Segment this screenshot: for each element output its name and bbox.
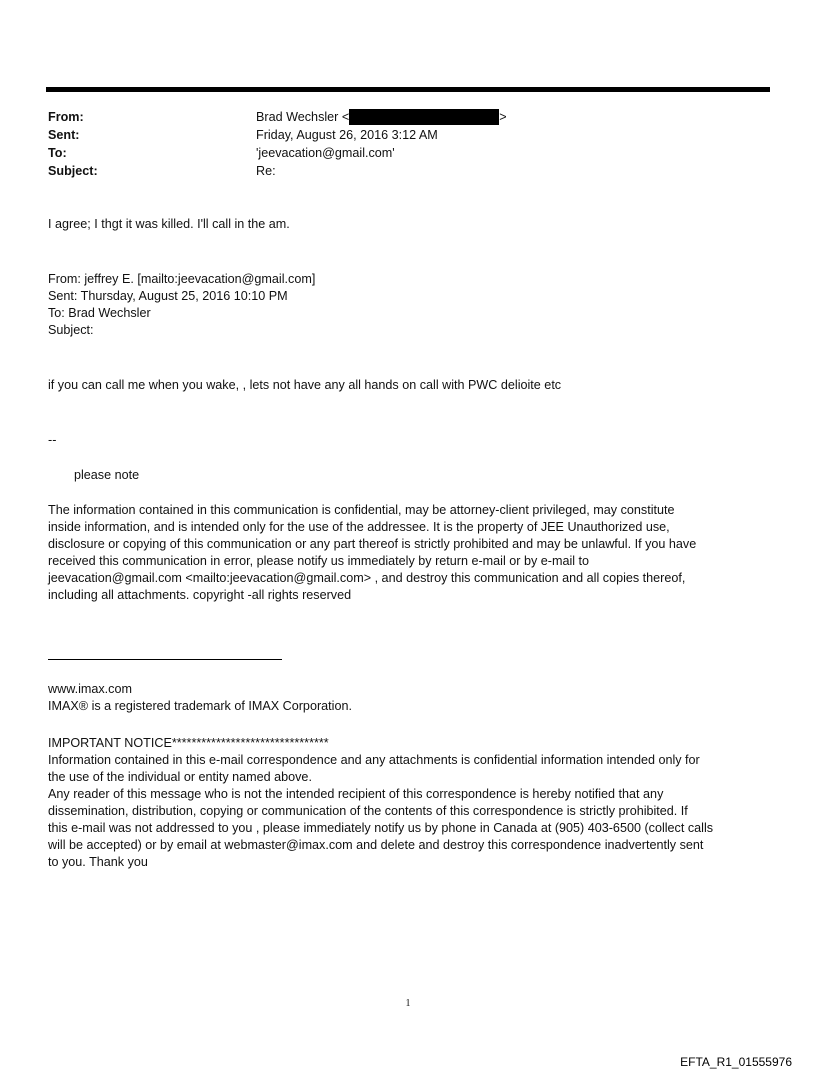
signature-dashes: -- (48, 433, 57, 447)
sent-row (48, 126, 507, 144)
redaction-bar (349, 109, 499, 125)
notice-line: dissemination, distribution, copying or communication of the contents of this correspondence is strictly prohibited. If (48, 804, 688, 818)
reply-text: I agree; I thgt it was killed. I'll call in the am. (48, 217, 290, 231)
to-row (48, 144, 507, 162)
notice-line: Any reader of this message who is not the intended recipient of this correspondence is hereby notified that any (48, 787, 664, 801)
to-label: To: (48, 145, 67, 160)
disclaimer (48, 502, 768, 604)
from-name: Brad Wechsler < (256, 109, 350, 124)
email-header (48, 108, 507, 180)
header-rule (46, 87, 770, 92)
notice-line: will be accepted) or by email at webmaster@imax.com and delete and destroy this correspondence inadvertently sent (48, 838, 704, 852)
sent-label: Sent: (48, 127, 80, 142)
from-value (256, 109, 507, 126)
notice-line: Information contained in this e-mail correspondence and any attachments is confidential information intended only for (48, 753, 700, 767)
disclaimer-line: received this communication in error, please notify us immediately by return e-mail or by e-mail to (48, 554, 590, 568)
notice-line: this e-mail was not addressed to you , please immediately notify us by phone in Canada at (905) 403-6500 (collect calls (48, 821, 714, 835)
disclaimer-line: disclosure or copying of this communication or any part thereof is strictly prohibited and may be unlawful. If you have (48, 537, 697, 551)
subject-value: Re: (256, 163, 276, 178)
from-label: From: (48, 109, 84, 124)
subject-label: Subject: (48, 163, 98, 178)
page-number: 1 (405, 998, 411, 1009)
imax-footer (48, 681, 768, 715)
from-suffix: > (499, 109, 507, 124)
notice-line: to you. Thank you (48, 855, 148, 869)
website-text: www.imax.com (48, 682, 132, 696)
sent-value: Friday, August 26, 2016 3:12 AM (256, 127, 438, 142)
disclaimer-line: including all attachments. copyright -all rights reserved (48, 588, 352, 602)
subject-row (48, 162, 507, 180)
quoted-to: To: Brad Wechsler (48, 306, 151, 320)
notice-heading: IMPORTANT NOTICE******************************** (48, 736, 329, 750)
from-row (48, 108, 507, 126)
footer-divider (48, 659, 282, 660)
disclaimer-line: The information contained in this communication is confidential, may be attorney-client privileged, may constitute (48, 503, 675, 517)
important-notice (48, 735, 768, 871)
trademark-text: IMAX® is a registered trademark of IMAX Corporation. (48, 699, 352, 713)
quoted-subject: Subject: (48, 323, 94, 337)
disclaimer-line: inside information, and is intended only for the use of the addressee. It is the property of JEE Unauthorized use, (48, 520, 670, 534)
quoted-from: From: jeffrey E. [mailto:jeevacation@gmail.com] (48, 272, 316, 286)
quoted-body: if you can call me when you wake, , lets not have any all hands on call with PWC delioite etc (48, 378, 562, 392)
notice-line: the use of the individual or entity named above. (48, 770, 312, 784)
disclaimer-line: jeevacation@gmail.com <mailto:jeevacation@gmail.com> , and destroy this communication and all copies thereof, (48, 571, 686, 585)
quoted-header (48, 271, 768, 339)
to-value: 'jeevacation@gmail.com' (256, 145, 395, 160)
signature-note: please note (74, 468, 140, 482)
document-id: EFTA_R1_01555976 (680, 1055, 792, 1069)
quoted-sent: Sent: Thursday, August 25, 2016 10:10 PM (48, 289, 288, 303)
